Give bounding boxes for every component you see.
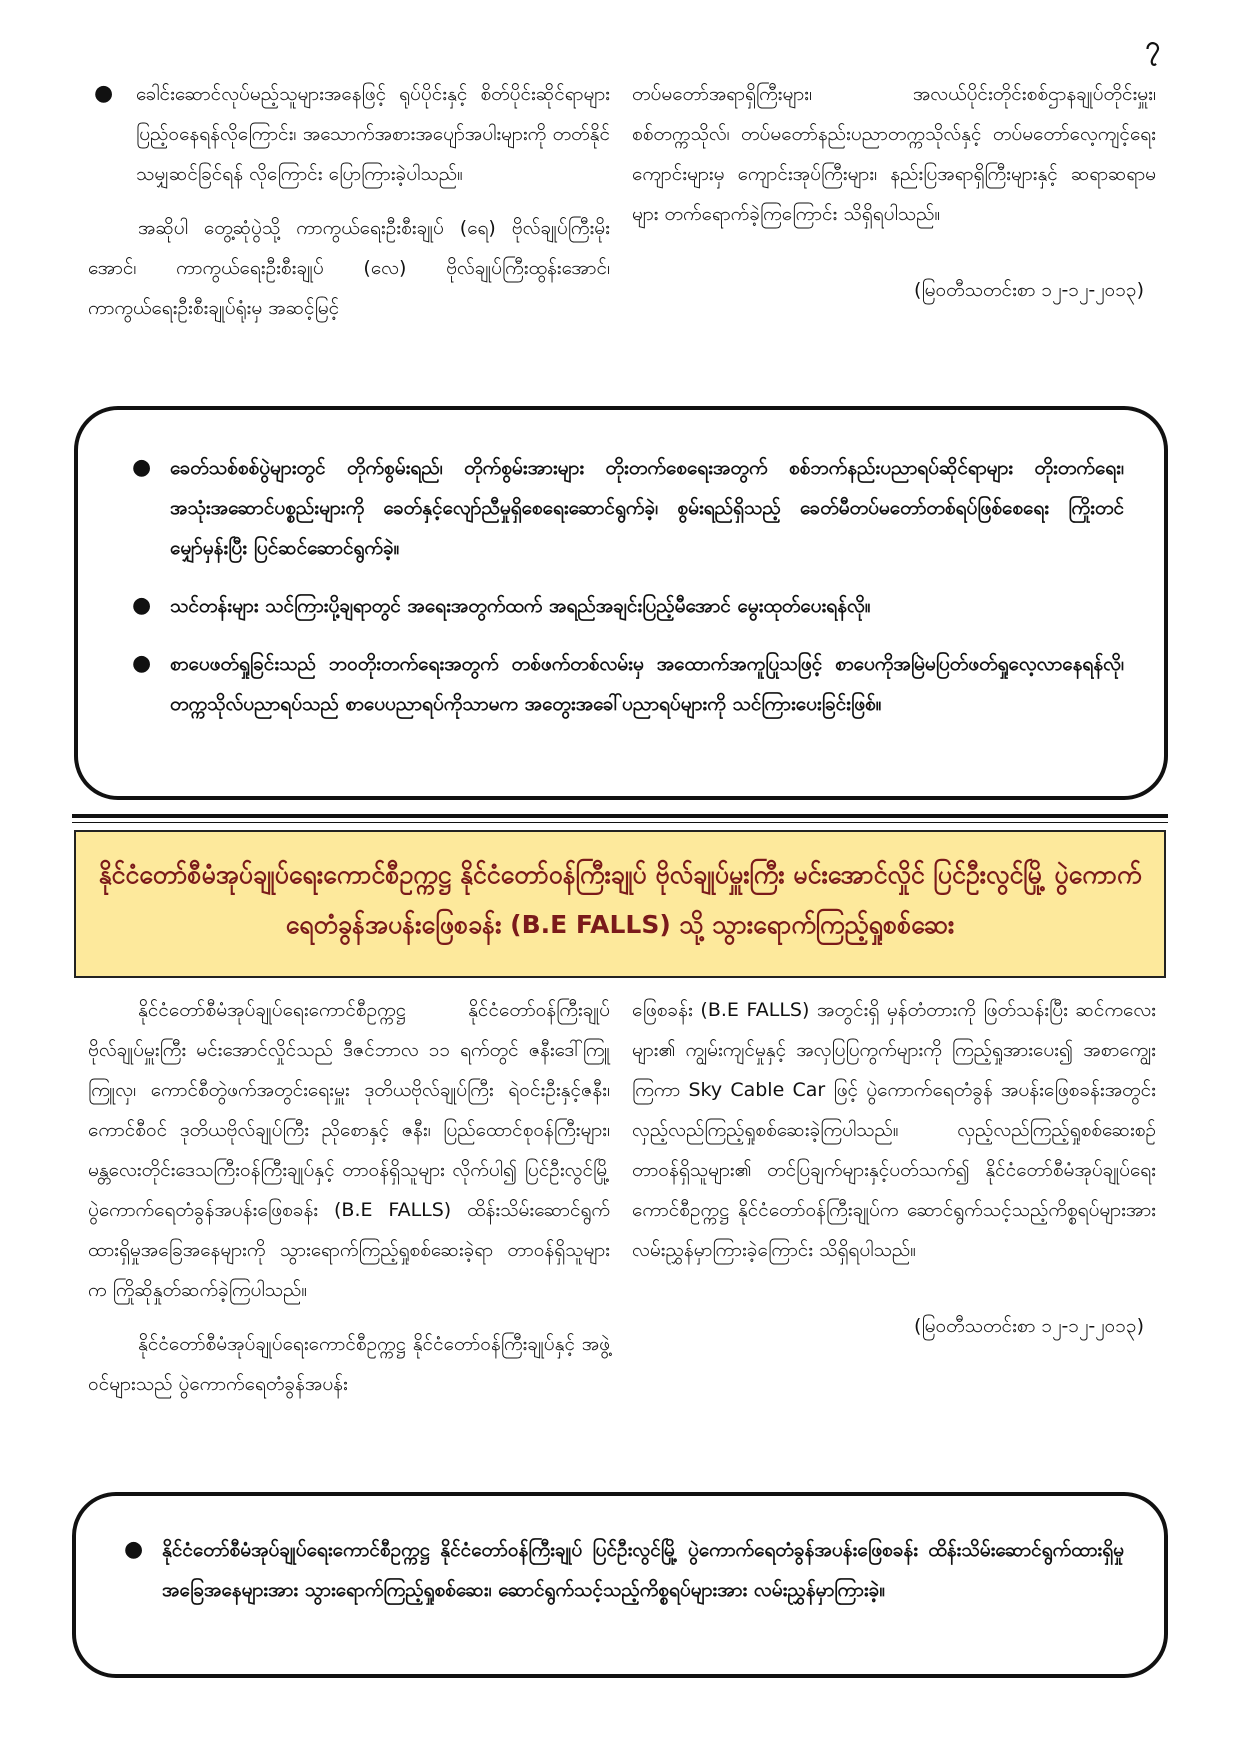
body-paragraph: ဖြေစခန်း (B.E FALLS) အတွင်းရှိ မှန်တံတားကို ဖြတ်သန်းပြီး ဆင်ကလေးများ၏ ကျွမ်းကျင်မှုနှင့် အလှပြပြကွက်များကို ကြည့်ရှုအားပေး၍ အစာကျွေးကြကာ Sky Cable Car ဖြင့် ပွဲကောက်ရေတံခွန် အပန်းဖြေစခန်းအတွင်း လှည့်လည်ကြည့်ရှုစစ်ဆေးခဲ့ကြပါသည်။ လှည့်လည်ကြည့်ရှုစစ်ဆေးစဉ် တာဝန်ရှိသူများ၏ တင်ပြချက်များနှင့်ပတ်သက်၍ နိုင်ငံတော်စီမံအုပ်ချုပ်ရေးကောင်စီဥက္ကဋ္ဌ နိုင်ငံတော်ဝန်ကြီးချုပ်က ဆောင်ရွက်သင့်သည့်ကိစ္စရပ်များအား လမ်းညွှန်မှာကြားခဲ့ကြောင်း သိရှိရပါသည်။ [632,999,1156,1261]
bullet-icon: ● [132,593,152,618]
summary-list [114,448,1124,724]
summary-box-bottom [72,1492,1168,1678]
summary-item: ● နိုင်ငံတော်စီမံအုပ်ချုပ်ရေးကောင်စီဥက္ကဋ္ဌ နိုင်ငံတော်ဝန်ကြီးချုပ် ပြင်ဦးလွင်မြို့ ပွဲကောက်ရေတံခွန်အပန်းဖြေစခန်း ထိန်းသိမ်းဆောင်ရွက်ထားရှိမှု အခြေအနေများအား သွားရောက်ကြည့်ရှုစစ်ဆေး၊ ဆောင်ရွက်သင့်သည့်ကိစ္စရပ်များအား လမ်းညွှန်မှာကြားခဲ့။ [106,1530,1124,1610]
article-headline: နိုင်ငံတော်စီမံအုပ်ချုပ်ရေးကောင်စီဥက္ကဋ္ဌ နိုင်ငံတော်ဝန်ကြီးချုပ် ဗိုလ်ချုပ်မှူးကြီး မင်းအောင်လှိုင် ပြင်ဦးလွင်မြို့ ပွဲကောက်ရေတံခွန်အပန်းဖြေစခန်း (B.E FALLS) သို့ သွားရောက်ကြည့်ရှုစစ်ဆေး [74,830,1166,978]
body-paragraph: တပ်မတော်အရာရှိကြီးများ၊ အလယ်ပိုင်းတိုင်းစစ်ဌာနချုပ်တိုင်းမှူး၊ စစ်တက္ကသိုလ်၊ တပ်မတော်နည်းပညာတက္ကသိုလ်နှင့် တပ်မတော်လေ့ကျင့်ရေးကျောင်းများမှ ကျောင်းအုပ်ကြီးများ၊ နည်းပြအရာရှိကြီးများနှင့် ဆရာဆရာမများ တက်ရောက်ခဲ့ကြကြောင်း သိရှိရပါသည်။ [632,83,1156,225]
body-paragraph: နိုင်ငံတော်စီမံအုပ်ချုပ်ရေးကောင်စီဥက္ကဋ္ဌ နိုင်ငံတော်ဝန်ကြီးချုပ် ဗိုလ်ချုပ်မှူးကြီး မင်းအောင်လှိုင်သည် ဒီဇင်ဘာလ ၁၁ ရက်တွင် ဇနီးဒေါ်ကြူကြူလှ၊ ကောင်စီတွဲဖက်အတွင်းရေးမှူး ဒုတိယဗိုလ်ချုပ်ကြီး ရဲဝင်းဦးနှင့်ဇနီး၊ ကောင်စီဝင် ဒုတိယဗိုလ်ချုပ်ကြီး ညိုစောနှင့် ဇနီး၊ ပြည်ထောင်စုဝန်ကြီးများ၊ မန္တလေးတိုင်းဒေသကြီးဝန်ကြီးချုပ်နှင့် တာဝန်ရှိသူများ လိုက်ပါ၍ ပြင်ဦးလွင်မြို့ ပွဲကောက်ရေတံခွန်အပန်းဖြေစခန်း (B.E FALLS) ထိန်းသိမ်းဆောင်ရွက်ထားရှိမှုအခြေအနေများကို သွားရောက်ကြည့်ရှုစစ်ဆေးခဲ့ရာ တာဝန်ရှိသူများက ကြိုဆိုနှုတ်ဆက်ခဲ့ကြပါသည်။ [88,999,610,1301]
bullet-text: ခေါင်းဆောင်လုပ်မည့်သူများအနေဖြင့် ရုပ်ပိုင်းနှင့် စိတ်ပိုင်းဆိုင်ရာများ ပြည့်ဝနေရန်လိုကြောင်း၊ အသောက်အစားအပျော်အပါးများကို တတ်နိုင်သမျှဆင်ခြင်ရန် လိုကြောင်း ပြောကြားခဲ့ပါသည်။ [136,83,610,185]
source-citation: (မြဝတီသတင်းစာ ၁၂-၁၂-၂၀၁၃) [914,279,1144,301]
section-divider [72,814,1168,818]
section-divider-thin [72,822,1168,823]
page-number: ၇ [1145,31,1160,61]
bullet-icon: ● [132,651,152,676]
summary-box [74,406,1168,800]
top-right-column [632,74,1156,324]
top-left-column [88,74,610,342]
bullet-icon: ● [132,455,152,480]
body-paragraph: အဆိုပါ တွေ့ဆုံပွဲသို့ ကာကွယ်ရေးဦးစီးချုပ် (ရေ) ဗိုလ်ချုပ်ကြီးမိုးအောင်၊ ကာကွယ်ရေးဦးစီးချုပ် (လေ) ဗိုလ်ချုပ်ကြီးထွန်းအောင်၊ ကာကွယ်ရေးဦးစီးချုပ်ရုံးမှ အဆင့်မြင့် [88,217,610,319]
summary-item: ● ခေတ်သစ်စစ်ပွဲများတွင် တိုက်စွမ်းရည်၊ တိုက်စွမ်းအားများ တိုးတက်စေရေးအတွက် စစ်ဘက်နည်းပညာရပ်ဆိုင်ရာများ တိုးတက်ရေး၊ အသုံးအဆောင်ပစ္စည်းများကို ခေတ်နှင့်လျော်ညီမှုရှိစေရေးဆောင်ရွက်ခဲ့၊ စွမ်းရည်ရှိသည့် ခေတ်မီတပ်မတော်တစ်ရပ်ဖြစ်စေရေး ကြိုးတင်မျှော်မှန်းပြီး ပြင်ဆင်ဆောင်ရွက်ခဲ့။ [114,448,1124,568]
body-paragraph: နိုင်ငံတော်စီမံအုပ်ချုပ်ရေးကောင်စီဥက္ကဋ္ဌ နိုင်ငံတော်ဝန်ကြီးချုပ်နှင့် အဖွဲ့ဝင်များသည် ပွဲကောက်ရေတံခွန်အပန်း [88,1333,610,1395]
bullet-paragraph [88,74,610,194]
bottom-right-column [632,990,1156,1360]
bottom-left-column [88,990,610,1418]
source-citation: (မြဝတီသတင်းစာ ၁၂-၁၂-၂၀၁၃) [914,1315,1144,1337]
bullet-icon: ● [124,1537,144,1562]
bullet-icon: ● [94,81,114,106]
summary-item: ● စာပေဖတ်ရှုခြင်းသည် ဘဝတိုးတက်ရေးအတွက် တစ်ဖက်တစ်လမ်းမှ အထောက်အကူပြုသဖြင့် စာပေကိုအမြဲမပြတ်ဖတ်ရှုလေ့လာနေရန်လို၊ တက္ကသိုလ်ပညာရပ်သည် စာပေပညာရပ်ကိုသာမက အတွေးအခေါ်ပညာရပ်များကို သင်ကြားပေးခြင်းဖြစ်။ [114,644,1124,724]
summary-item: ● သင်တန်းများ သင်ကြားပို့ချရာတွင် အရေးအတွက်ထက် အရည်အချင်းပြည့်မီအောင် မွေးထုတ်ပေးရန်လို။ [114,586,1124,626]
summary-list [106,1530,1124,1610]
